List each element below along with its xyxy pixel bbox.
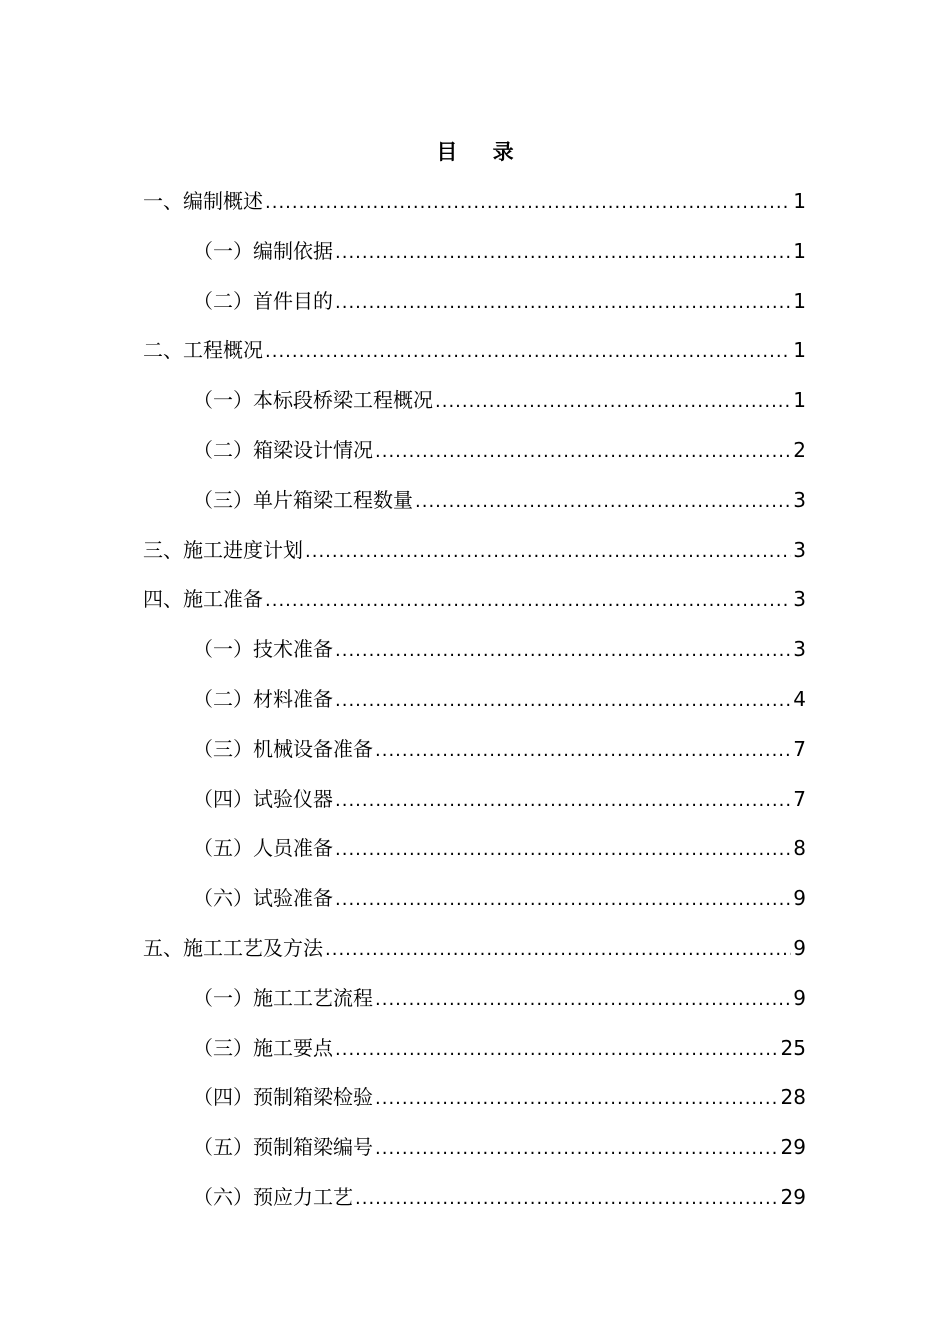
toc-entry-label: （一）施工工艺流程 [193,985,373,1010]
toc-entry-page-number: 3 [793,637,806,662]
toc-leader-dots [305,537,791,567]
toc-entry-page-number: 9 [793,886,806,911]
toc-entry[interactable] [193,236,806,266]
toc-entry-label: （四）试验仪器 [193,786,333,811]
toc-entry[interactable] [143,535,806,565]
toc-entry-page-number: 9 [793,985,806,1010]
toc-entry[interactable] [193,435,806,465]
toc-leader-dots [335,288,791,318]
toc-entry[interactable] [143,933,806,963]
toc-entry-page-number: 2 [793,438,806,462]
toc-leader-dots [375,736,791,766]
toc-entry-label: （一）本标段桥梁工程概况 [193,388,433,413]
toc-entry-page-number: 28 [780,1085,806,1110]
toc-entry-page-number: 7 [793,786,806,811]
toc-entry-label: 二、工程概况 [143,338,263,363]
toc-entry[interactable] [193,1082,806,1112]
toc-entry-page-number: 29 [780,1135,806,1160]
toc-leader-dots [375,437,791,467]
toc-leader-dots [335,636,791,666]
toc-entry[interactable] [143,335,806,365]
toc-leader-dots [375,985,791,1015]
toc-entry-label: 三、施工进度计划 [143,537,303,562]
toc-entry[interactable] [193,883,806,913]
toc-leader-dots [335,786,791,816]
toc-title: 目 录 [436,140,528,164]
toc-entry[interactable] [193,1182,806,1212]
toc-entry-label: （四）预制箱梁检验 [193,1085,373,1110]
toc-entry-label: 五、施工工艺及方法 [143,936,323,960]
toc-leader-dots [435,387,791,417]
toc-leader-dots [265,188,791,218]
toc-entry-label: （一）编制依据 [193,238,333,263]
toc-entry[interactable] [193,983,806,1013]
toc-leader-dots [375,1084,779,1114]
toc-leader-dots [335,835,791,865]
toc-leader-dots [335,885,791,915]
toc-entry-page-number: 3 [793,487,806,512]
toc-entry-page-number: 25 [780,1035,806,1060]
toc-entry-page-number: 3 [793,537,806,562]
toc-entry-label: 四、施工准备 [143,587,263,612]
toc-entry[interactable] [193,784,806,814]
toc-entry[interactable] [143,186,806,216]
toc-entry[interactable] [193,286,806,316]
toc-entry-page-number: 4 [793,687,806,711]
toc-entry-label: （一）技术准备 [193,637,333,662]
toc-entry[interactable] [193,1033,806,1063]
toc-leader-dots [265,337,791,367]
toc-entry-label: 一、编制概述 [143,189,263,213]
toc-entry[interactable] [193,385,806,415]
toc-entry-page-number: 1 [793,189,806,213]
toc-entry-page-number: 7 [793,736,806,761]
toc-entry-label: （六）预应力工艺 [193,1185,353,1209]
toc-entry-label: （三）机械设备准备 [193,736,373,761]
toc-entry-page-number: 1 [793,338,806,363]
toc-entry[interactable] [193,684,806,714]
toc-leader-dots [335,238,791,268]
toc-leader-dots [265,586,791,616]
toc-entry-label: （二）箱梁设计情况 [193,438,373,462]
toc-leader-dots [325,935,791,965]
toc-entry-page-number: 1 [793,238,806,263]
toc-entry-page-number: 1 [793,288,806,313]
toc-entry-label: （二）材料准备 [193,687,333,711]
toc-entry-label: （五）预制箱梁编号 [193,1135,373,1160]
toc-leader-dots [375,1134,779,1164]
toc-leader-dots [415,487,791,517]
toc-entry-page-number: 29 [780,1185,806,1209]
toc-leader-dots [355,1184,779,1214]
toc-entry-label: （三）单片箱梁工程数量 [193,487,413,512]
toc-entry[interactable] [193,634,806,664]
toc-entry[interactable] [193,734,806,764]
toc-entry-page-number: 9 [793,936,806,960]
toc-leader-dots [335,1035,779,1065]
toc-entry[interactable] [193,833,806,863]
toc-entry-label: （六）试验准备 [193,886,333,911]
toc-entry-label: （二）首件目的 [193,288,333,313]
toc-leader-dots [335,686,791,716]
toc-entry[interactable] [143,584,806,614]
toc-entry-label: （五）人员准备 [193,836,333,861]
toc-entry-label: （三）施工要点 [193,1035,333,1060]
toc-entry-page-number: 8 [793,836,806,861]
toc-entry-page-number: 3 [793,587,806,612]
toc-entry-page-number: 1 [793,388,806,413]
toc-entry[interactable] [193,485,806,515]
toc-entry[interactable] [193,1132,806,1162]
